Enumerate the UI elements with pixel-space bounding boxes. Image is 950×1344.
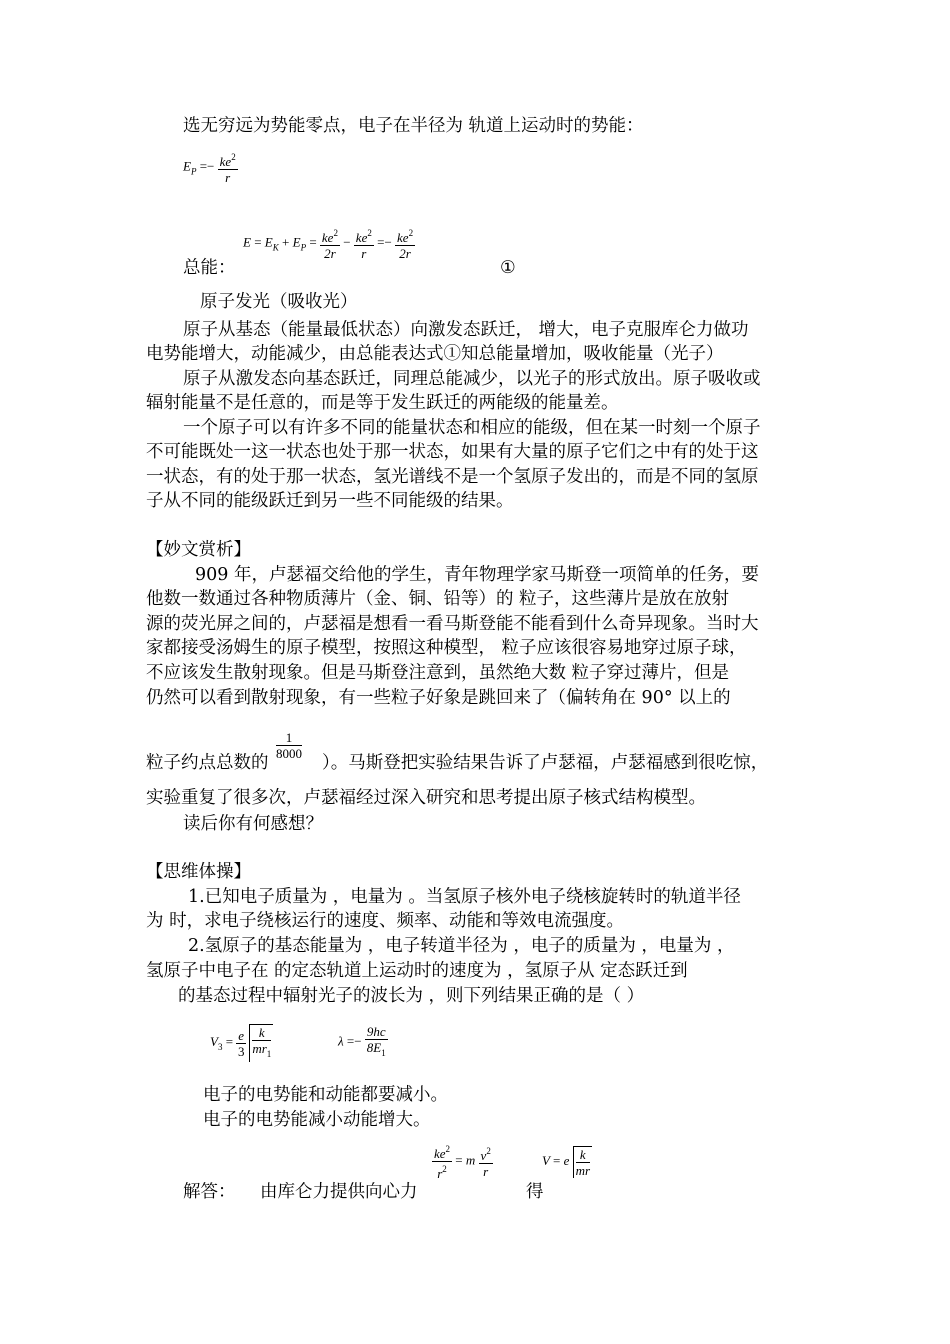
formula-coulomb-centripetal: $\frac{ke^2}{r^2}$ = m $\frac{v^2}{r}$ — [434, 1144, 491, 1181]
total-energy-label: 总能： — [183, 258, 236, 278]
paragraph-line: 家都接受汤姆生的原子模型，按照这种模型， 粒子应该很容易地穿过原子球， — [146, 638, 747, 658]
paragraph-line: 他数一数通过各种物质薄片（金、铜、铅等）的 粒子，这些薄片是放在放射 — [146, 589, 730, 609]
section-heading-miaowen: 【妙文赏析】 — [146, 540, 251, 560]
paragraph-line: 辐射能量不是任意的，而是等于发生跃迁的两能级的能量差。 — [146, 393, 619, 413]
equation-number: ① — [500, 258, 516, 278]
formula-total-energy: $E = E_K + E_P$ = $\frac{ke^2}{2r}$ − $\frac{ke^2}{r}$ =− $\frac{ke^2}{2r}$ — [243, 228, 414, 261]
formula-velocity: V = e $\frac{k}{mr}$ — [542, 1147, 591, 1178]
formula-velocity-v3: $V_3$ = $\frac{e}{3}$ $\frac{k}{mr_1}$ — [210, 1024, 273, 1062]
problem-line: 为 时，求电子绕核运行的速度、频率、动能和等效电流强度。 — [146, 911, 625, 931]
answer-label: 解答： — [183, 1182, 236, 1202]
paragraph-line: 源的荧光屏之间的，卢瑟福是想看一看马斯登能不能看到什么奇异现象。当时大 — [146, 614, 759, 634]
problem-line: 1.已知电子质量为 ，电量为 。当氢原子核外电子绕核旋转时的轨道半径 — [188, 887, 741, 907]
potential-energy-intro: 选无穷远为势能零点，电子在半径为 轨道上运动时的势能： — [183, 116, 644, 136]
paragraph-line: 原子从基态（能量最低状态）向激发态跃迁， 增大，电子克服库仑力做功 — [183, 320, 749, 340]
paragraph-line: 粒子约点总数的 — [146, 753, 269, 773]
paragraph-line: 不可能既处一这一状态也处于那一状态，如果有大量的原子它们之中有的处于这 — [146, 442, 759, 462]
section-title-emission: 原子发光（吸收光） — [200, 292, 358, 312]
problem-line: 2.氢原子的基态能量为 ，电子转道半径为 ，电子的质量为 ，电量为 ， — [188, 936, 735, 956]
paragraph-line: 一个原子可以有许多不同的能量状态和相应的能级，但在某一时刻一个原子 — [183, 418, 761, 438]
paragraph-line: 仍然可以看到散射现象，有一些粒子好象是跳回来了（偏转角在 90° 以上的 — [146, 688, 731, 708]
option-line: 电子的电势能和动能都要减小。 — [203, 1085, 448, 1105]
formula-wavelength: λ =− $\frac{9hc}{8E_1}$ — [338, 1024, 386, 1058]
paragraph-line: 电势能增大，动能减少，由总能表达式①知总能量增加，吸收能量（光子） — [146, 344, 724, 364]
problem-line: 的基态过程中辐射光子的波长为 ，则下列结果正确的是（ ） — [178, 986, 645, 1006]
formula-potential-energy: $E_P$ =− $\frac{ke^2}{r}$ — [183, 152, 236, 185]
paragraph-line: 不应该发生散射现象。但是马斯登注意到，虽然绝大数 粒子穿过薄片，但是 — [146, 663, 730, 683]
paragraph-line: 原子从激发态向基态跃迁，同理总能减少，以光子的形式放出。原子吸收或 — [183, 369, 761, 389]
paragraph-line: 读后你有何感想？ — [183, 814, 323, 834]
paragraph-line: 一状态，有的处于那一状态，氢光谱线不是一个氢原子发出的，而是不同的氢原 — [146, 467, 759, 487]
formula-fraction-1-8000: $\frac{1}{8000}$ — [276, 730, 302, 761]
paragraph-line: 实验重复了很多次，卢瑟福经过深入研究和思考提出原子核式结构模型。 — [146, 788, 706, 808]
section-heading-siwei: 【思维体操】 — [146, 862, 251, 882]
option-line: 电子的电势能减小动能增大。 — [203, 1110, 431, 1130]
paragraph-line: 909 年，卢瑟福交给他的学生，青年物理学家马斯登一项简单的任务，要 — [195, 565, 759, 585]
answer-text: 由库仑力提供向心力 — [260, 1182, 418, 1202]
problem-line: 氢原子中电子在 的定态轨道上运动时的速度为 ，氢原子从 定态跃迁到 — [146, 961, 688, 981]
answer-de: 得 — [526, 1182, 544, 1202]
paragraph-line: 子从不同的能级跃迁到另一些不同能级的结果。 — [146, 491, 514, 511]
paragraph-line: ）。马斯登把实验结果告诉了卢瑟福，卢瑟福感到很吃惊， — [322, 753, 769, 773]
